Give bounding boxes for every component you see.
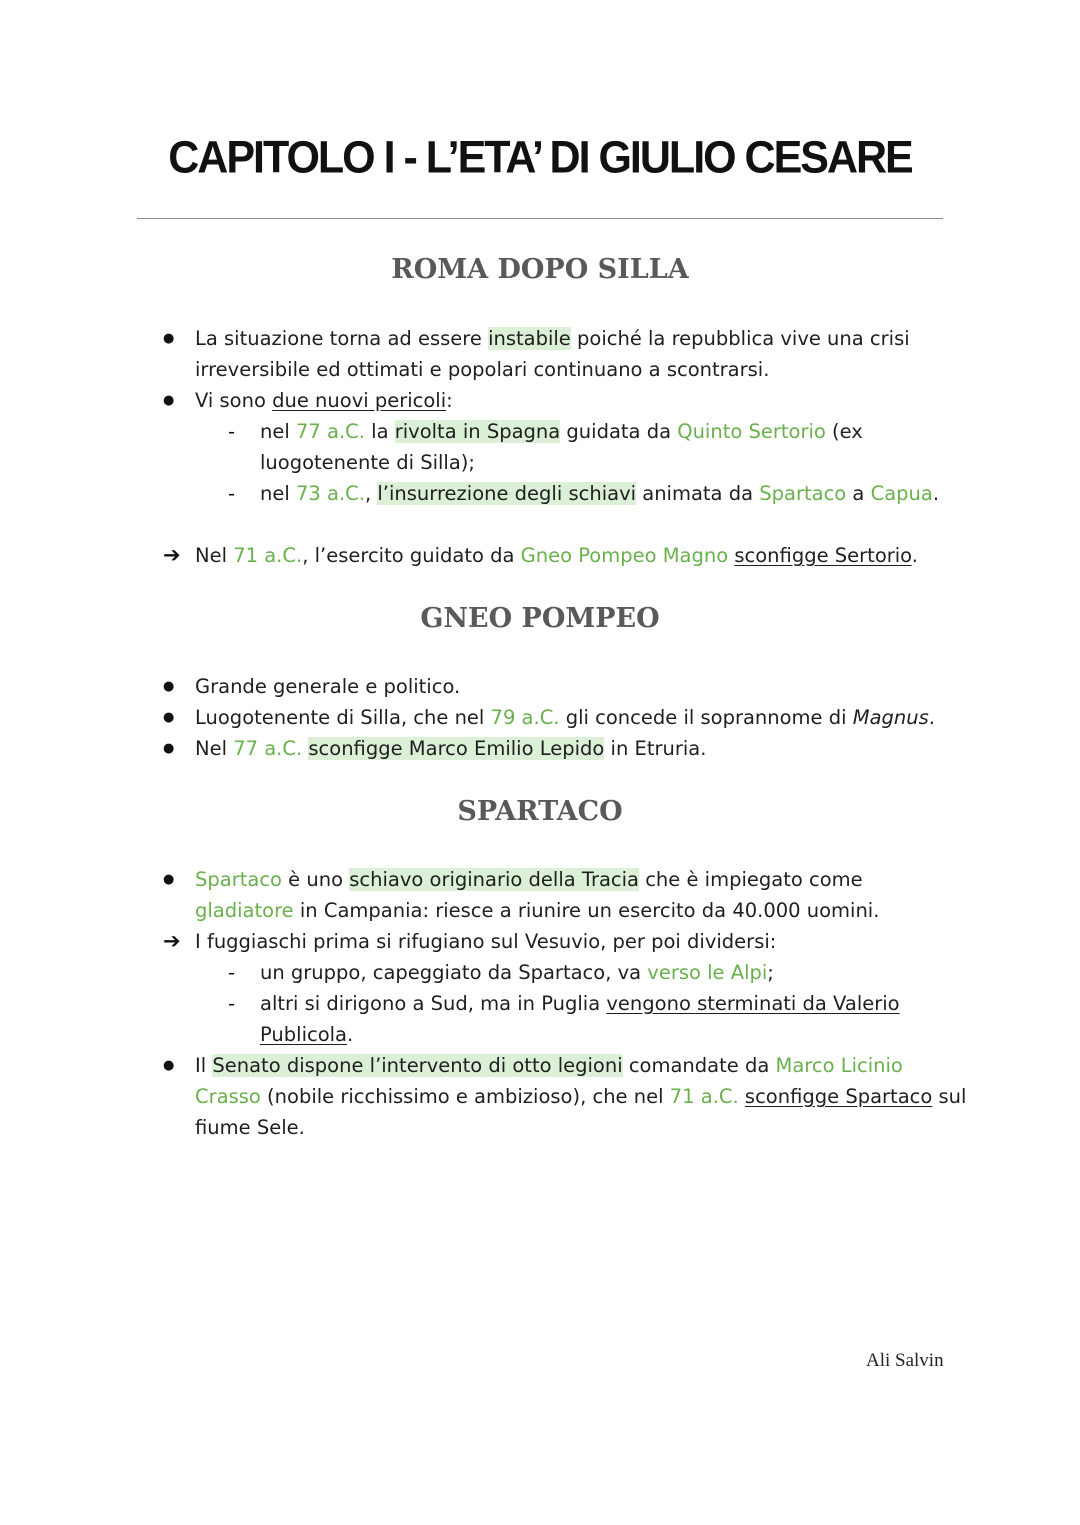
dash-marker: - — [228, 482, 236, 505]
pompeo-bullet-2: Luogotenente di Silla, che nel 79 a.C. gli concede il soprannome di Magnus. — [195, 706, 935, 729]
roma-dash-1-line-2: luogotenente di Silla); — [260, 451, 475, 474]
bullet-dot: ● — [163, 872, 175, 887]
section-heading-pompeo: GNEO POMPEO — [420, 603, 660, 634]
pompeo-bullet-1: Grande generale e politico. — [195, 675, 461, 698]
roma-bullet-1-line-2: irreversibile ed ottimati e popolari continuano a scontrarsi. — [195, 358, 770, 381]
bullet-dot: ● — [163, 331, 175, 346]
bullet-dot: ● — [163, 741, 175, 756]
pompeo-bullet-3: Nel 77 a.C. sconfigge Marco Emilio Lepido in Etruria. — [195, 737, 707, 760]
spartaco-bullet-2-line-3: fiume Sele. — [195, 1116, 305, 1139]
bullet-dot: ● — [163, 679, 175, 694]
spartaco-dash-1: un gruppo, capeggiato da Spartaco, va verso le Alpi; — [260, 961, 774, 984]
roma-bullet-2: Vi sono due nuovi pericoli: — [195, 389, 453, 412]
spartaco-bullet-1-line-2: gladiatore in Campania: riesce a riunire un esercito da 40.000 uomini. — [195, 899, 880, 922]
page-title: CAPITOLO I - L’ETA’ DI GIULIO CESARE — [168, 132, 912, 184]
section-heading-spartaco: SPARTACO — [457, 796, 623, 827]
spartaco-arrow-line: I fuggiaschi prima si rifugiano sul Vesuvio, per poi dividersi: — [195, 930, 777, 953]
author-signature: Ali Salvin — [866, 1350, 944, 1371]
spartaco-dash-2-line-1: altri si dirigono a Sud, ma in Puglia vengono sterminati da Valerio — [260, 992, 900, 1015]
bullet-dot: ● — [163, 1058, 175, 1073]
bullet-dot: ● — [163, 710, 175, 725]
spartaco-bullet-2-line-2: Crasso (nobile ricchissimo e ambizioso), che nel 71 a.C. sconfigge Spartaco sul — [195, 1085, 967, 1108]
roma-dash-2: nel 73 a.C., l’insurrezione degli schiavi animata da Spartaco a Capua. — [260, 482, 940, 505]
dash-marker: - — [228, 992, 236, 1015]
arrow-icon: ➔ — [163, 929, 181, 953]
bullet-dot: ● — [163, 393, 175, 408]
dash-marker: - — [228, 420, 236, 443]
section-heading-roma: ROMA DOPO SILLA — [391, 254, 689, 285]
arrow-icon: ➔ — [163, 543, 181, 567]
dash-marker: - — [228, 961, 236, 984]
title-divider — [137, 218, 943, 219]
spartaco-bullet-1-line-1: Spartaco è uno schiavo originario della Tracia che è impiegato come — [195, 868, 863, 891]
roma-dash-1-line-1: nel 77 a.C. la rivolta in Spagna guidata da Quinto Sertorio (ex — [260, 420, 863, 443]
roma-bullet-1-line-1: La situazione torna ad essere instabile poiché la repubblica vive una crisi — [195, 327, 910, 350]
spartaco-dash-2-line-2: Publicola. — [260, 1023, 354, 1046]
spartaco-bullet-2-line-1: Il Senato dispone l’intervento di otto legioni comandate da Marco Licinio — [195, 1054, 903, 1077]
roma-arrow-line: Nel 71 a.C., l’esercito guidato da Gneo Pompeo Magno sconfigge Sertorio. — [195, 544, 918, 567]
